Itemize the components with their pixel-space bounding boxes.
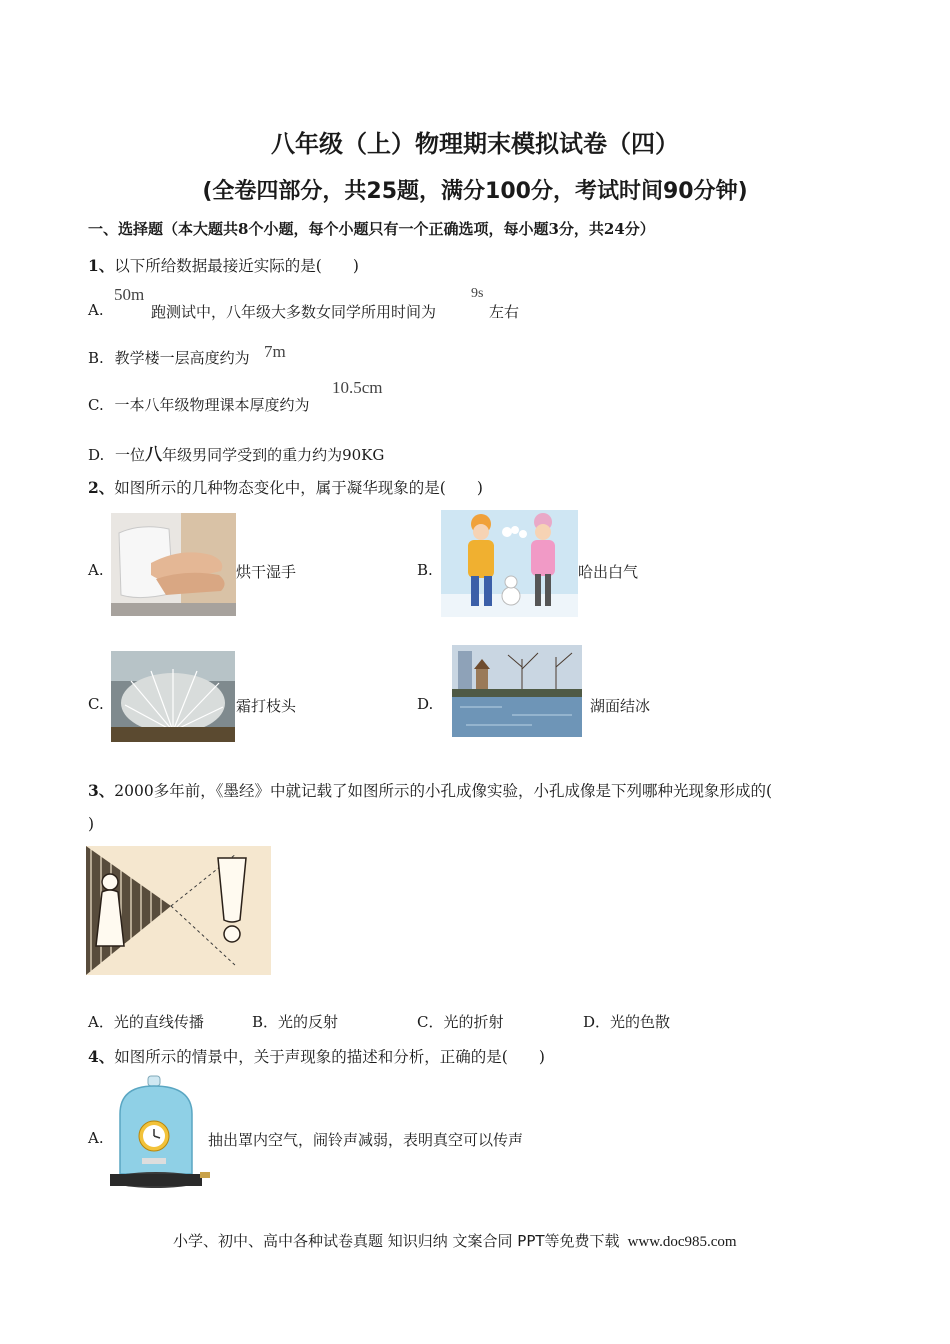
exam-info: (全卷四部分，共25题，满分100分，考试时间90分钟)	[202, 179, 748, 204]
q1-a-text: 跑测试中，八年级大多数女同学所用时间为	[151, 303, 437, 321]
q3-option-c: C．光的折射	[417, 1013, 504, 1031]
question-number: 2、	[88, 478, 115, 497]
option-text-pre: 一位	[115, 446, 146, 464]
question-stem: 如图所示的几种物态变化中，属于凝华现象的是( )	[114, 479, 483, 497]
q1-option-b	[88, 347, 250, 368]
question-number: 3、	[88, 781, 115, 800]
footer	[173, 1230, 737, 1251]
q3-option-b: B．光的反射	[252, 1013, 339, 1031]
option-label: A.	[88, 301, 104, 319]
option-label: C.	[88, 396, 104, 414]
q2-option-a-text: 烘干湿手	[236, 563, 297, 581]
frost-branches-image	[111, 651, 235, 742]
page-title: 八年级（上）物理期末模拟试卷（四）	[271, 130, 679, 158]
q2-option-d-label: D.	[417, 695, 434, 713]
question-2	[88, 476, 483, 498]
question-3-stem-cont: )	[88, 815, 95, 833]
option-text-bold: 八	[145, 445, 163, 465]
q2-option-d-text: 湖面结冰	[590, 697, 651, 715]
q4-option-a-label: A.	[88, 1129, 104, 1147]
bell-jar-alarm-image	[108, 1074, 211, 1197]
question-3	[88, 779, 772, 801]
q1-a-text-end: 左右	[489, 303, 520, 321]
q2-option-a-label: A.	[88, 561, 104, 579]
option-text-post: 年级男同学受到的重力约为90KG	[162, 446, 385, 464]
question-stem: 以下所给数据最接近实际的是( )	[114, 257, 359, 275]
q1-option-d	[88, 440, 384, 465]
q1-option-c	[88, 394, 310, 415]
frozen-lake-image	[452, 645, 582, 737]
hand-dryer-image	[111, 513, 236, 616]
q1-a-value-distance: 50m	[114, 285, 145, 304]
question-number: 1、	[88, 256, 115, 275]
question-4	[88, 1045, 545, 1067]
q2-option-c-label: C.	[88, 695, 104, 713]
question-stem: 2000多年前，《墨经》中就记载了如图所示的小孔成像实验，小孔成像是下列哪种光现象形成的(	[114, 782, 773, 800]
q2-option-c-text: 霜打枝头	[236, 697, 297, 715]
breath-in-cold-image	[441, 510, 578, 617]
q2-option-b-text: 哈出白气	[578, 563, 639, 581]
q1-option-a	[88, 301, 104, 319]
option-text: 一本八年级物理课本厚度约为	[114, 396, 310, 414]
q1-a-value-time: 9s	[471, 286, 484, 301]
question-1	[88, 254, 359, 276]
q1-c-value: 10.5cm	[332, 378, 383, 397]
q2-option-b-label: B.	[417, 561, 433, 579]
option-text: 教学楼一层高度约为	[114, 349, 250, 367]
option-label: B.	[88, 349, 104, 367]
q4-option-a-text: 抽出罩内空气，闹铃声减弱，表明真空可以传声	[208, 1131, 524, 1149]
q3-option-a: A．光的直线传播	[88, 1013, 204, 1031]
pinhole-camera-image	[86, 846, 271, 975]
section-heading: 一、选择题（本大题共8个小题，每个小题只有一个正确选项，每小题3分，共24分）	[88, 220, 655, 238]
q1-b-value: 7m	[264, 342, 286, 361]
question-stem: 如图所示的情景中，关于声现象的描述和分析，正确的是( )	[114, 1048, 545, 1066]
option-label: D.	[88, 446, 105, 464]
q3-option-d: D．光的色散	[583, 1013, 671, 1031]
footer-url[interactable]: www.doc985.com	[627, 1234, 737, 1250]
question-number: 4、	[88, 1047, 115, 1066]
footer-text: 小学、初中、高中各种试卷真题 知识归纳 文案合同 PPT等免费下载	[173, 1232, 620, 1250]
